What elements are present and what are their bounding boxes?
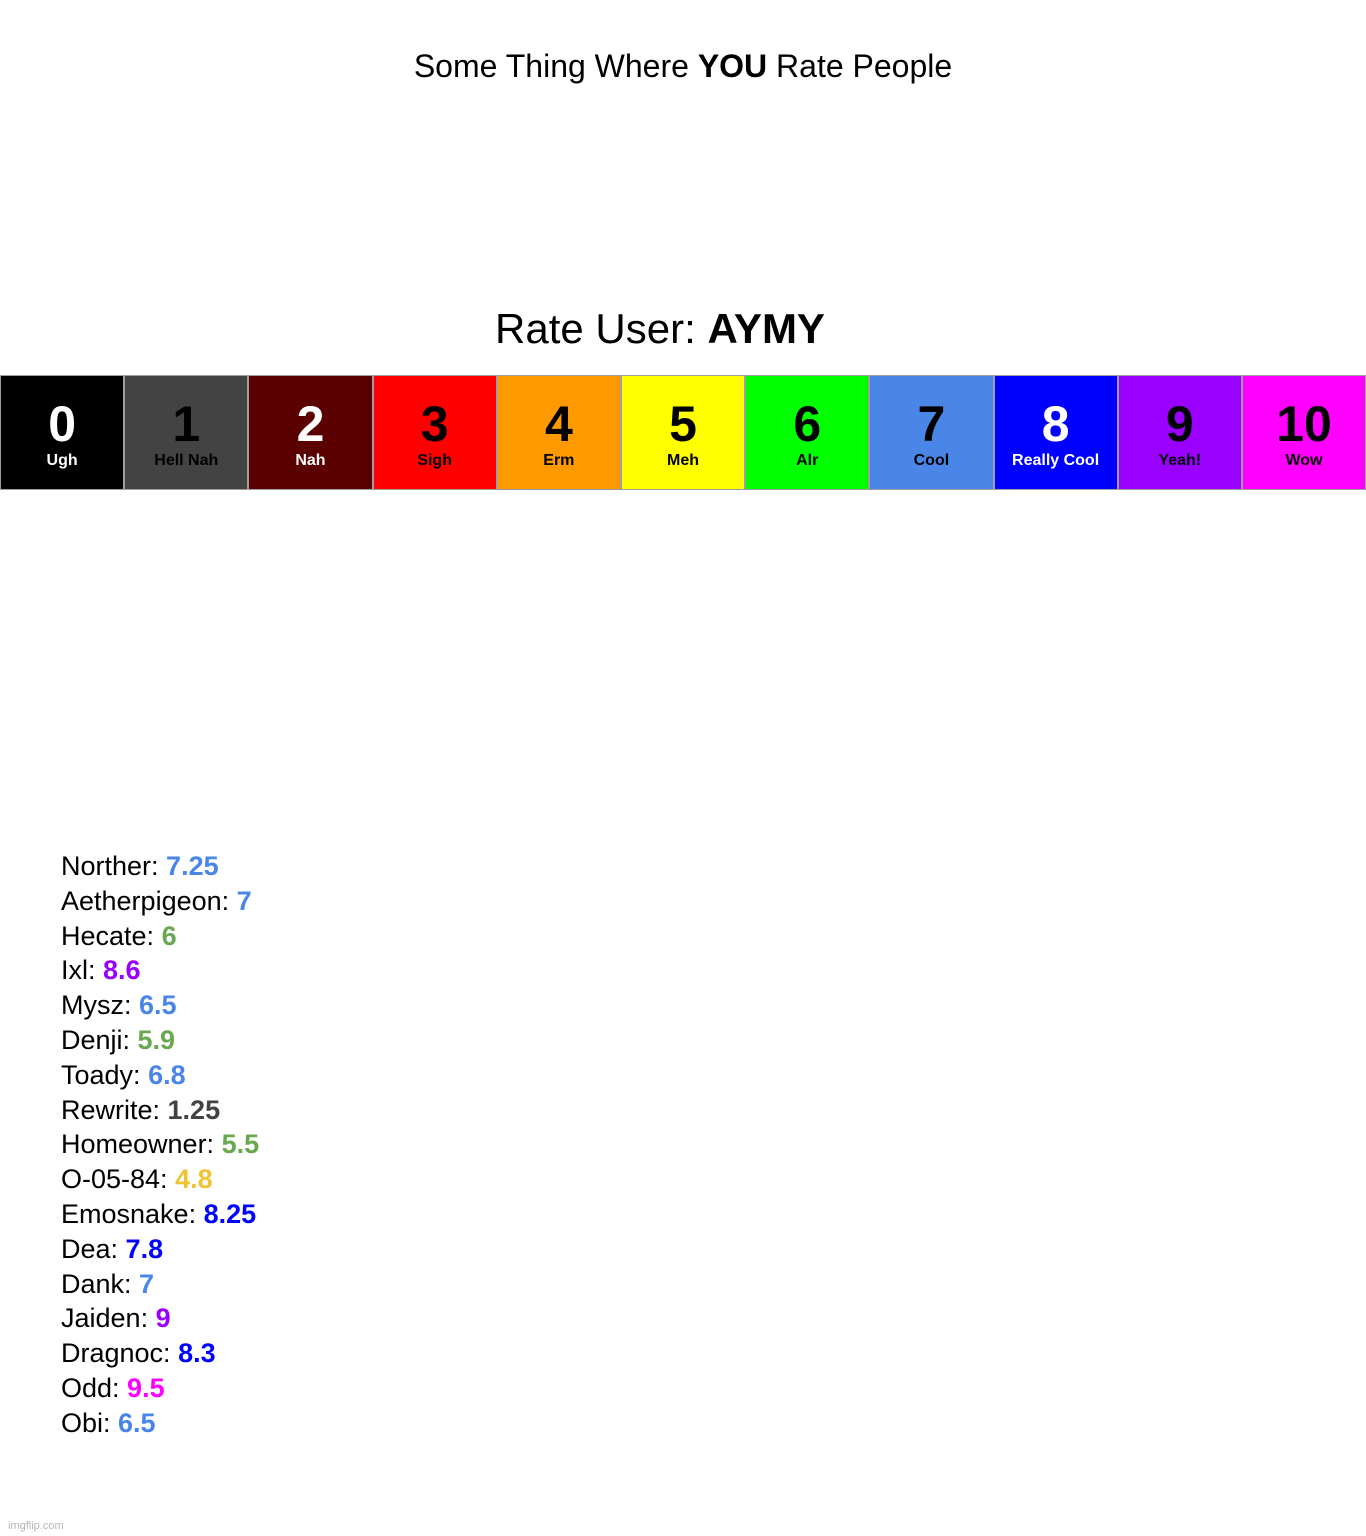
scale-cell-7 xyxy=(869,375,993,490)
rate-user-prefix: Rate User: xyxy=(495,305,708,352)
rating-score: 8.3 xyxy=(178,1338,216,1369)
rating-name: O-05-84: xyxy=(61,1164,176,1195)
scale-cell-1 xyxy=(124,375,248,490)
scale-number: 0 xyxy=(48,396,76,452)
scale-label: Erm xyxy=(543,452,575,469)
scale-number: 7 xyxy=(917,396,946,452)
rating-row xyxy=(61,884,259,919)
scale-number: 3 xyxy=(420,396,449,452)
rating-row xyxy=(61,1232,259,1267)
scale-cell-10 xyxy=(1242,375,1366,490)
rating-name: Toady: xyxy=(61,1059,149,1090)
rating-name: Rewrite: xyxy=(61,1094,168,1125)
rating-name: Dea: xyxy=(61,1233,126,1264)
ratings-list xyxy=(61,849,259,1441)
rating-row xyxy=(61,988,259,1023)
rating-score: 6.8 xyxy=(148,1059,186,1090)
scale-number: 9 xyxy=(1165,396,1194,452)
rating-score: 5.9 xyxy=(137,1024,176,1055)
scale-label: Ugh xyxy=(46,452,78,469)
rating-name: Ixl: xyxy=(61,955,104,986)
rating-score: 4.8 xyxy=(175,1164,213,1195)
scale-number: 1 xyxy=(172,396,201,452)
rating-name: Mysz: xyxy=(61,990,139,1021)
rating-name: Homeowner: xyxy=(61,1129,222,1160)
rating-row xyxy=(61,1058,259,1093)
rating-name: Denji: xyxy=(61,1024,138,1055)
rate-user-heading xyxy=(0,303,1320,355)
title-suffix: Rate People xyxy=(767,48,953,84)
rating-score: 7.25 xyxy=(166,851,219,881)
scale-number: 2 xyxy=(296,396,325,452)
rating-score: 5.5 xyxy=(221,1129,260,1160)
rating-row xyxy=(61,1406,259,1441)
rating-score: 8.6 xyxy=(103,955,141,986)
title-prefix: Some Thing Where xyxy=(413,48,698,84)
rating-row xyxy=(61,1093,259,1128)
rating-score: 6 xyxy=(161,920,177,951)
rating-score: 9 xyxy=(155,1303,171,1334)
rating-row xyxy=(61,1127,259,1162)
page-title xyxy=(0,44,1366,88)
scale-label: Hell Nah xyxy=(154,452,219,469)
rating-name: Emosnake: xyxy=(61,1198,204,1229)
scale-cell-9 xyxy=(1118,375,1242,490)
rating-name: Norther: xyxy=(61,851,167,881)
rating-score: 9.5 xyxy=(127,1372,165,1403)
rating-name: Dragnoc: xyxy=(61,1338,179,1369)
scale-label: Sigh xyxy=(417,452,452,469)
rating-name: Jaiden: xyxy=(61,1303,156,1334)
rating-name: Aetherpigeon: xyxy=(61,885,237,916)
scale-label: Wow xyxy=(1285,452,1323,469)
rating-row xyxy=(61,1267,259,1302)
rate-user-name: AYMY xyxy=(707,305,825,352)
scale-cell-2 xyxy=(248,375,372,490)
rating-row xyxy=(61,1336,259,1371)
title-emphasis: YOU xyxy=(697,48,768,84)
scale-label: Cool xyxy=(913,452,950,469)
rating-score: 7 xyxy=(236,885,252,916)
rating-row xyxy=(61,1197,259,1232)
scale-number: 10 xyxy=(1276,396,1332,452)
rating-row xyxy=(61,1023,259,1058)
rating-row xyxy=(61,1371,259,1406)
scale-label: Meh xyxy=(667,452,700,469)
rating-score: 6.5 xyxy=(118,1407,156,1438)
scale-label: Alr xyxy=(796,452,819,469)
rating-score: 7 xyxy=(139,1268,155,1299)
rating-score: 8.25 xyxy=(203,1198,257,1229)
scale-cell-0 xyxy=(0,375,124,490)
scale-cell-4 xyxy=(497,375,621,490)
rating-row xyxy=(61,1301,259,1336)
rating-score: 6.5 xyxy=(139,990,177,1021)
rating-name: Hecate: xyxy=(61,920,162,951)
scale-cell-3 xyxy=(373,375,497,490)
scale-number: 5 xyxy=(669,396,697,452)
rating-scale xyxy=(0,375,1366,490)
rating-score: 7.8 xyxy=(125,1233,164,1264)
scale-number: 6 xyxy=(793,396,822,452)
scale-number: 8 xyxy=(1041,396,1070,452)
rating-name: Obi: xyxy=(61,1407,119,1438)
scale-label: Really Cool xyxy=(1012,452,1100,469)
rating-row xyxy=(61,953,259,988)
rating-row xyxy=(61,849,259,884)
watermark: imgflip.com xyxy=(8,1520,64,1532)
scale-cell-6 xyxy=(745,375,869,490)
scale-number: 4 xyxy=(544,396,573,452)
rating-row xyxy=(61,1162,259,1197)
scale-label: Yeah! xyxy=(1158,452,1202,469)
rating-row xyxy=(61,919,259,954)
rating-name: Odd: xyxy=(61,1372,128,1403)
rating-name: Dank: xyxy=(61,1268,140,1299)
scale-label: Nah xyxy=(295,452,326,469)
rating-score: 1.25 xyxy=(167,1094,221,1125)
scale-cell-5 xyxy=(621,375,745,490)
scale-cell-8 xyxy=(994,375,1118,490)
